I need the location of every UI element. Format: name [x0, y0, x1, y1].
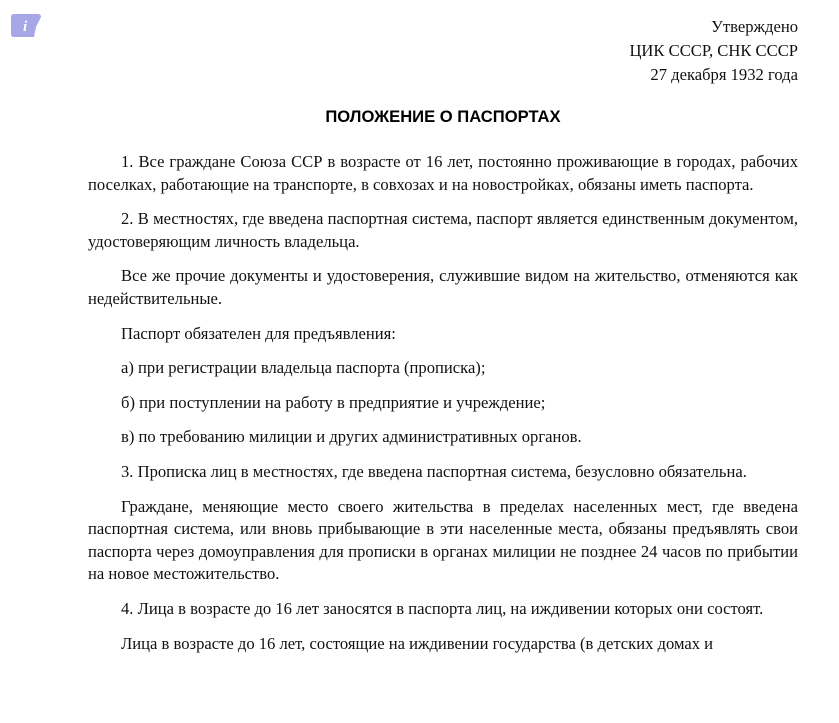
approval-stamp: [629, 15, 798, 88]
paragraph-6: Граждане, меняющие место своего жительства в пределах населенных мест, где введена паспортная система, или вновь прибывающие в эти населенные места, обязаны предъявлять свои паспорта через домоуправления для прописки в органах милиции не позднее 24 часов по прибытии на новое местожительство.: [88, 496, 798, 584]
issuer-label: ЦИК СССР, СНК СССР: [629, 41, 798, 61]
list-item-a: а) при регистрации владельца паспорта (прописка);: [121, 358, 486, 378]
info-icon[interactable]: [11, 14, 41, 37]
info-badge-glyph: i: [23, 19, 28, 35]
list-item-c: в) по требованию милиции и других административных органов.: [121, 427, 582, 447]
list-item-b: б) при поступлении на работу в предприятие и учреждение;: [121, 392, 546, 412]
document-title: ПОЛОЖЕНИЕ О ПАСПОРТАХ: [325, 107, 561, 126]
paragraph-4: Паспорт обязателен для предъявления:: [121, 323, 396, 343]
paragraph-3: Все же прочие документы и удостоверения, служившие видом на жительство, отменяются как недействительные.: [88, 266, 798, 308]
paragraph-1: 1. Все граждане Союза ССР в возрасте от 16 лет, постоянно проживающие в городах, рабочих поселках, работающие на транспорте, в совхозах и на новостройках, обязаны иметь паспорта.: [88, 152, 798, 194]
paragraph-8: Лица в возрасте до 16 лет, состоящие на иждивении государства (в детских домах и: [121, 633, 714, 653]
approved-label: Утверждено: [711, 17, 798, 36]
paragraph-5: 3. Прописка лиц в местностях, где введена паспортная система, безусловно обязательна.: [121, 461, 747, 481]
paragraph-2: 2. В местностях, где введена паспортная система, паспорт является единственным документом, удостоверяющим личность владельца.: [88, 209, 798, 251]
approval-date: 27 декабря 1932 года: [650, 65, 798, 85]
document-body: [88, 151, 798, 667]
paragraph-7: 4. Лица в возрасте до 16 лет заносятся в паспорта лиц, на иждивении которых они состоят.: [121, 598, 764, 618]
